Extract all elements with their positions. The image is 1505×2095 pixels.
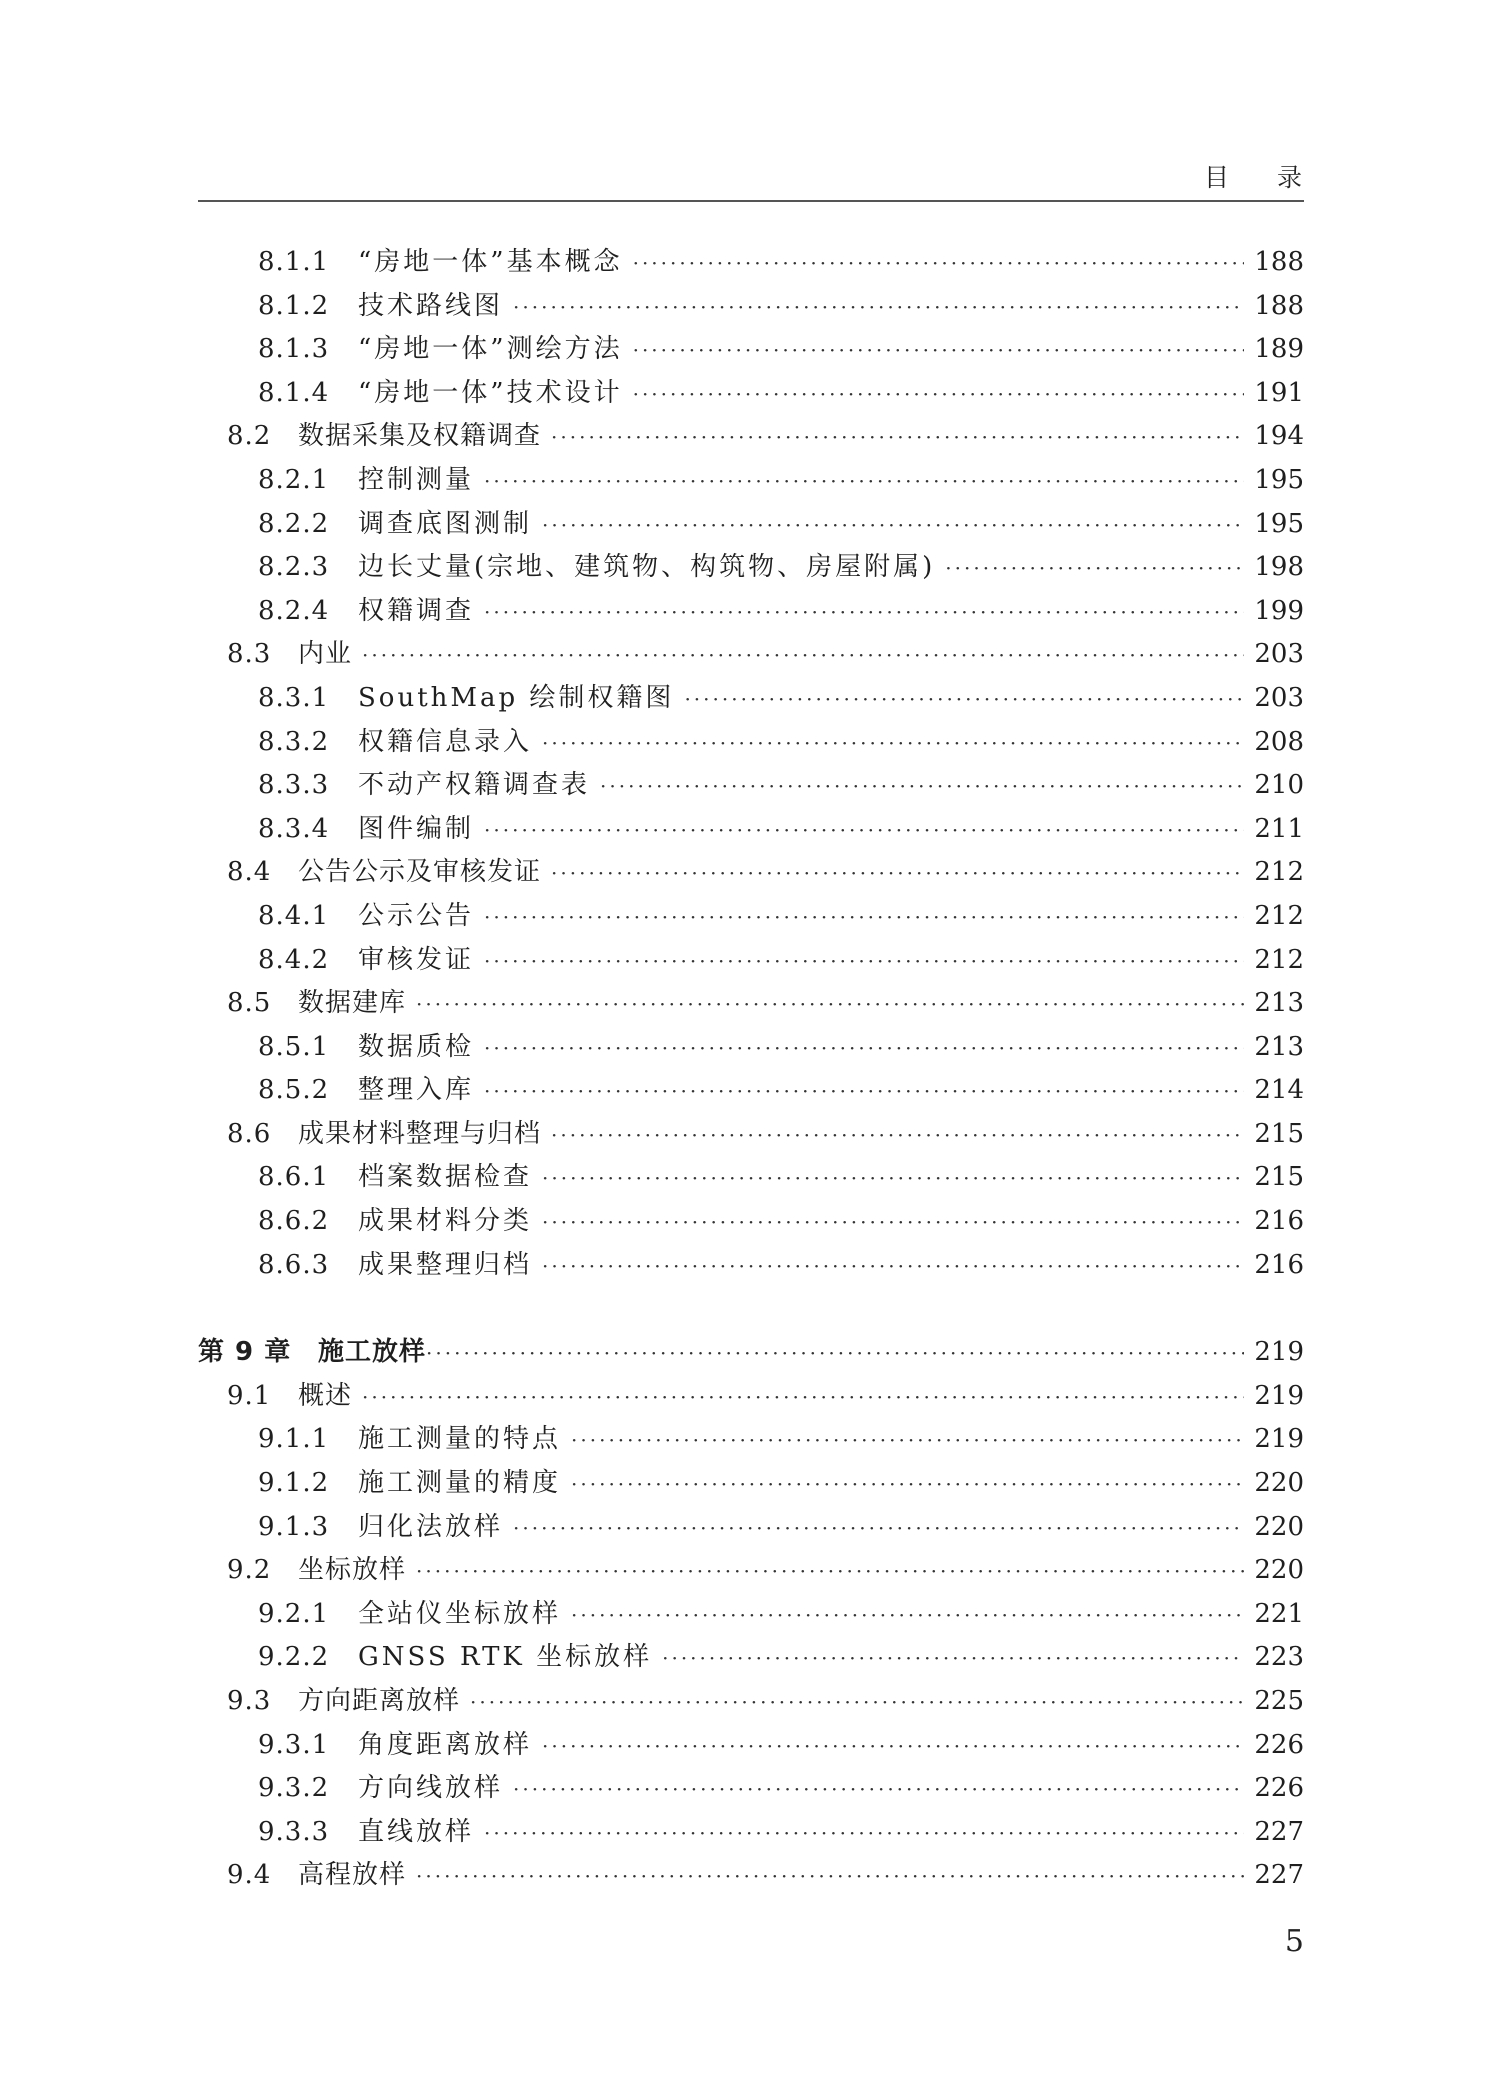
toc-entry-number: 8.6 bbox=[227, 1118, 272, 1149]
toc-subsection-entry[interactable] bbox=[198, 721, 1304, 765]
toc-entry-number: 8.3.4 bbox=[258, 813, 330, 844]
dot-leader bbox=[513, 1507, 1244, 1551]
toc-subsection-entry[interactable] bbox=[198, 241, 1304, 285]
toc-entry-title: 施工测量的特点 bbox=[358, 1424, 562, 1455]
toc-subsection-entry[interactable] bbox=[198, 764, 1304, 808]
toc-entry-title: “房地一体”技术设计 bbox=[358, 377, 623, 408]
toc-entry-number: 8.1.1 bbox=[258, 247, 330, 277]
toc-entry-page: 226 bbox=[1254, 1773, 1304, 1804]
toc-subsection-entry[interactable] bbox=[198, 1418, 1304, 1462]
toc-subsection-entry[interactable] bbox=[198, 1636, 1304, 1680]
dot-leader bbox=[551, 1114, 1244, 1158]
toc-subsection-entry[interactable] bbox=[198, 939, 1304, 983]
toc-entry-number: 9.1.1 bbox=[258, 1424, 330, 1455]
toc-subsection-entry[interactable] bbox=[198, 1724, 1304, 1768]
dot-leader bbox=[484, 940, 1244, 984]
toc-entry-page: 219 bbox=[1254, 1424, 1304, 1455]
toc-entry-title: 成果材料分类 bbox=[358, 1206, 533, 1237]
dot-leader bbox=[484, 460, 1244, 504]
toc-subsection-entry[interactable] bbox=[198, 1462, 1304, 1506]
toc-entry-page: 216 bbox=[1254, 1206, 1304, 1237]
toc-entry-title: 方向距离放样 bbox=[298, 1686, 461, 1716]
toc-entry-number: 9.4 bbox=[227, 1860, 272, 1891]
toc-subsection-entry[interactable] bbox=[198, 1026, 1304, 1070]
toc-entry-title: “房地一体”基本概念 bbox=[358, 247, 623, 277]
toc-entry-page: 198 bbox=[1254, 552, 1304, 583]
toc-entry-number: 8.6.3 bbox=[258, 1249, 330, 1280]
toc-entry-title: 归化法放样 bbox=[358, 1511, 504, 1542]
dot-leader bbox=[513, 286, 1244, 330]
toc-entry-page: 215 bbox=[1254, 1162, 1304, 1193]
toc-entry-number: 8.6.1 bbox=[258, 1162, 330, 1193]
dot-leader bbox=[542, 1201, 1244, 1245]
toc-entry-page: 191 bbox=[1254, 377, 1304, 408]
toc-entry-page: 227 bbox=[1254, 1816, 1304, 1847]
toc-entry-page: 195 bbox=[1254, 464, 1304, 495]
toc-section-entry[interactable] bbox=[198, 1113, 1304, 1157]
dot-leader bbox=[362, 634, 1244, 678]
dot-leader bbox=[470, 1681, 1244, 1725]
toc-entry-page: 221 bbox=[1254, 1598, 1304, 1629]
toc-entry-number: 8.1.4 bbox=[258, 377, 330, 408]
toc-subsection-entry[interactable] bbox=[198, 546, 1304, 590]
dot-leader bbox=[513, 1768, 1244, 1812]
toc-section-entry[interactable] bbox=[198, 415, 1304, 459]
toc-entry-title: 施工测量的精度 bbox=[358, 1468, 562, 1499]
toc-entry-number: 9.1 bbox=[227, 1380, 272, 1411]
toc-entry-page: 213 bbox=[1254, 1031, 1304, 1062]
toc-subsection-entry[interactable] bbox=[198, 328, 1304, 372]
dot-leader bbox=[362, 1376, 1244, 1420]
page-number: 5 bbox=[1284, 1924, 1304, 1959]
toc-entry-title: 直线放样 bbox=[358, 1816, 475, 1847]
toc-entry-page: 203 bbox=[1254, 682, 1304, 713]
toc-entry-title: SouthMap 绘制权籍图 bbox=[358, 682, 675, 713]
toc-entry-number: 9.2.2 bbox=[258, 1642, 330, 1673]
dot-leader bbox=[542, 1245, 1244, 1289]
toc-subsection-entry[interactable] bbox=[198, 895, 1304, 939]
toc-entry-page: 189 bbox=[1254, 334, 1304, 365]
dot-leader bbox=[416, 1855, 1244, 1899]
toc-entry-title: 方向线放样 bbox=[358, 1773, 504, 1804]
toc-chapter-entry[interactable] bbox=[198, 1331, 1304, 1375]
toc-entry-number: 9.1.2 bbox=[258, 1468, 330, 1499]
toc-subsection-entry[interactable] bbox=[198, 1156, 1304, 1200]
toc-entry-page: 214 bbox=[1254, 1075, 1304, 1106]
dot-leader bbox=[426, 1332, 1244, 1376]
toc-entry-number: 8.3.2 bbox=[258, 726, 330, 757]
toc-entry-page: 212 bbox=[1254, 944, 1304, 975]
toc-entry-page: 219 bbox=[1254, 1380, 1304, 1411]
toc-subsection-entry[interactable] bbox=[198, 459, 1304, 503]
dot-leader bbox=[633, 242, 1245, 286]
toc-subsection-entry[interactable] bbox=[198, 808, 1304, 852]
toc-entry-title: 档案数据检查 bbox=[358, 1162, 533, 1193]
toc-entry-number: 9.2 bbox=[227, 1555, 272, 1586]
toc-entry-page: 199 bbox=[1254, 595, 1304, 626]
toc-entry-number: 8.2.2 bbox=[258, 508, 330, 539]
toc-entry-title: 内业 bbox=[298, 639, 353, 670]
toc-entry-number: 9.1.3 bbox=[258, 1511, 330, 1542]
toc-entry-page: 220 bbox=[1254, 1511, 1304, 1542]
toc-entry-title: 公示公告 bbox=[358, 900, 475, 931]
toc-entry-number: 9.3.1 bbox=[258, 1729, 330, 1760]
toc-entry-title: 数据建库 bbox=[298, 988, 407, 1019]
toc-entry-number: 8.2 bbox=[227, 421, 272, 452]
toc-subsection-entry[interactable] bbox=[198, 590, 1304, 634]
toc-entry-page: 223 bbox=[1254, 1642, 1304, 1673]
dot-leader bbox=[484, 591, 1244, 635]
dot-leader bbox=[542, 1725, 1244, 1769]
toc-section-entry[interactable] bbox=[198, 633, 1304, 677]
dot-leader bbox=[484, 1070, 1244, 1114]
toc-entry-title: 坐标放样 bbox=[298, 1555, 407, 1586]
toc-entry-number: 8.1.2 bbox=[258, 290, 330, 321]
toc-entry-page: 219 bbox=[1254, 1337, 1304, 1368]
toc-entry-title: 图件编制 bbox=[358, 813, 475, 844]
toc-entry-title: 高程放样 bbox=[298, 1860, 407, 1891]
toc-entry-number: 8.3 bbox=[227, 639, 272, 670]
toc-entry-page: 220 bbox=[1254, 1468, 1304, 1499]
toc-entry-number: 9.3.3 bbox=[258, 1816, 330, 1847]
toc-entry-number: 8.1.3 bbox=[258, 334, 330, 365]
toc-entry-page: 226 bbox=[1254, 1729, 1304, 1760]
toc-subsection-entry[interactable] bbox=[198, 1811, 1304, 1855]
dot-leader bbox=[633, 373, 1245, 417]
toc-entry-number: 8.2.3 bbox=[258, 552, 330, 583]
toc-entry-title: 成果材料整理与归档 bbox=[298, 1118, 542, 1149]
toc-entry-title: 不动产权籍调查表 bbox=[358, 770, 591, 801]
toc-entry-title: 角度距离放样 bbox=[358, 1729, 533, 1760]
toc-entry-page: 216 bbox=[1254, 1249, 1304, 1280]
toc-section-entry[interactable] bbox=[198, 851, 1304, 895]
dot-leader bbox=[571, 1419, 1244, 1463]
toc-section-entry[interactable] bbox=[198, 982, 1304, 1026]
toc-section-entry[interactable] bbox=[198, 1680, 1304, 1724]
toc-entry-number: 8.5.1 bbox=[258, 1031, 330, 1062]
dot-leader bbox=[945, 547, 1244, 591]
toc-subsection-entry[interactable] bbox=[198, 372, 1304, 416]
toc-subsection-entry[interactable] bbox=[198, 1244, 1304, 1288]
toc-entry-page: 215 bbox=[1254, 1118, 1304, 1149]
toc-entry-page: 194 bbox=[1254, 421, 1304, 452]
toc-section-entry[interactable] bbox=[198, 1549, 1304, 1593]
dot-leader bbox=[484, 896, 1244, 940]
toc-entry-number: 9.3 bbox=[227, 1686, 272, 1716]
toc-entry-page: 227 bbox=[1254, 1860, 1304, 1891]
dot-leader bbox=[662, 1637, 1244, 1681]
toc-entry-title: 技术路线图 bbox=[358, 290, 504, 321]
toc-entry-page: 208 bbox=[1254, 726, 1304, 757]
toc-entry-page: 203 bbox=[1254, 639, 1304, 670]
dot-leader bbox=[484, 809, 1244, 853]
toc-entry-title: 成果整理归档 bbox=[358, 1249, 533, 1280]
dot-leader bbox=[684, 678, 1244, 722]
toc-entry-title: 权籍调查 bbox=[358, 595, 475, 626]
dot-leader bbox=[600, 765, 1244, 809]
toc-entry-number: 8.4.1 bbox=[258, 900, 330, 931]
toc-entry-number: 8.2.1 bbox=[258, 464, 330, 495]
dot-leader bbox=[484, 1812, 1244, 1856]
toc-subsection-entry[interactable] bbox=[198, 503, 1304, 547]
toc-section-entry[interactable] bbox=[198, 1854, 1304, 1898]
toc-entry-title: GNSS RTK 坐标放样 bbox=[358, 1642, 653, 1673]
dot-leader bbox=[551, 416, 1244, 460]
toc-entry-page: 220 bbox=[1254, 1555, 1304, 1586]
toc-entry-number: 8.6.2 bbox=[258, 1206, 330, 1237]
toc-entry-page: 195 bbox=[1254, 508, 1304, 539]
dot-leader bbox=[484, 1027, 1244, 1071]
toc-entry-title: 审核发证 bbox=[358, 944, 475, 975]
header-title: 目 录 bbox=[1204, 163, 1304, 192]
dot-leader bbox=[571, 1594, 1244, 1638]
dot-leader bbox=[542, 1157, 1244, 1201]
toc-entry-title: 施工放样 bbox=[318, 1337, 427, 1368]
toc-entry-title: 公告公示及审核发证 bbox=[298, 857, 542, 888]
toc-entry-page: 212 bbox=[1254, 857, 1304, 888]
page-header bbox=[198, 148, 1304, 202]
toc-entry-number: 9.3.2 bbox=[258, 1773, 330, 1804]
toc-entry-title: 概述 bbox=[298, 1380, 353, 1411]
table-of-contents bbox=[198, 241, 1304, 1898]
toc-subsection-entry[interactable] bbox=[198, 677, 1304, 721]
toc-entry-page: 211 bbox=[1254, 813, 1304, 844]
toc-entry-title: 整理入库 bbox=[358, 1075, 475, 1106]
toc-subsection-entry[interactable] bbox=[198, 1767, 1304, 1811]
toc-entry-title: 控制测量 bbox=[358, 464, 475, 495]
dot-leader bbox=[416, 983, 1244, 1027]
dot-leader bbox=[416, 1550, 1244, 1594]
toc-entry-number: 8.2.4 bbox=[258, 595, 330, 626]
toc-entry-number: 8.4.2 bbox=[258, 944, 330, 975]
toc-subsection-entry[interactable] bbox=[198, 1069, 1304, 1113]
toc-entry-page: 212 bbox=[1254, 900, 1304, 931]
toc-section-entry[interactable] bbox=[198, 1375, 1304, 1419]
toc-entry-number: 8.3.1 bbox=[258, 682, 330, 713]
toc-entry-title: 调查底图测制 bbox=[358, 508, 533, 539]
toc-entry-number: 第 9 章 bbox=[198, 1337, 292, 1368]
toc-subsection-entry[interactable] bbox=[198, 1506, 1304, 1550]
toc-subsection-entry[interactable] bbox=[198, 1200, 1304, 1244]
toc-entry-page: 188 bbox=[1254, 247, 1304, 277]
toc-entry-number: 8.5 bbox=[227, 988, 272, 1019]
toc-entry-title: 全站仪坐标放样 bbox=[358, 1598, 562, 1629]
dot-leader bbox=[571, 1463, 1244, 1507]
toc-entry-number: 8.5.2 bbox=[258, 1075, 330, 1106]
toc-entry-title: “房地一体”测绘方法 bbox=[358, 334, 623, 365]
toc-entry-number: 8.3.3 bbox=[258, 770, 330, 801]
toc-entry-title: 数据采集及权籍调查 bbox=[298, 421, 542, 452]
toc-entry-page: 188 bbox=[1254, 290, 1304, 321]
toc-entry-page: 210 bbox=[1254, 770, 1304, 801]
toc-entry-page: 225 bbox=[1254, 1686, 1304, 1716]
toc-subsection-entry[interactable] bbox=[198, 285, 1304, 329]
toc-entry-number: 9.2.1 bbox=[258, 1598, 330, 1629]
toc-entry-title: 数据质检 bbox=[358, 1031, 475, 1062]
toc-entry-number: 8.4 bbox=[227, 857, 272, 888]
toc-subsection-entry[interactable] bbox=[198, 1593, 1304, 1637]
dot-leader bbox=[542, 722, 1244, 766]
dot-leader bbox=[542, 504, 1244, 548]
toc-entry-title: 边长丈量(宗地、建筑物、构筑物、房屋附属) bbox=[358, 552, 936, 583]
dot-leader bbox=[633, 329, 1245, 373]
dot-leader bbox=[551, 852, 1244, 896]
toc-entry-page: 213 bbox=[1254, 988, 1304, 1019]
toc-entry-title: 权籍信息录入 bbox=[358, 726, 533, 757]
